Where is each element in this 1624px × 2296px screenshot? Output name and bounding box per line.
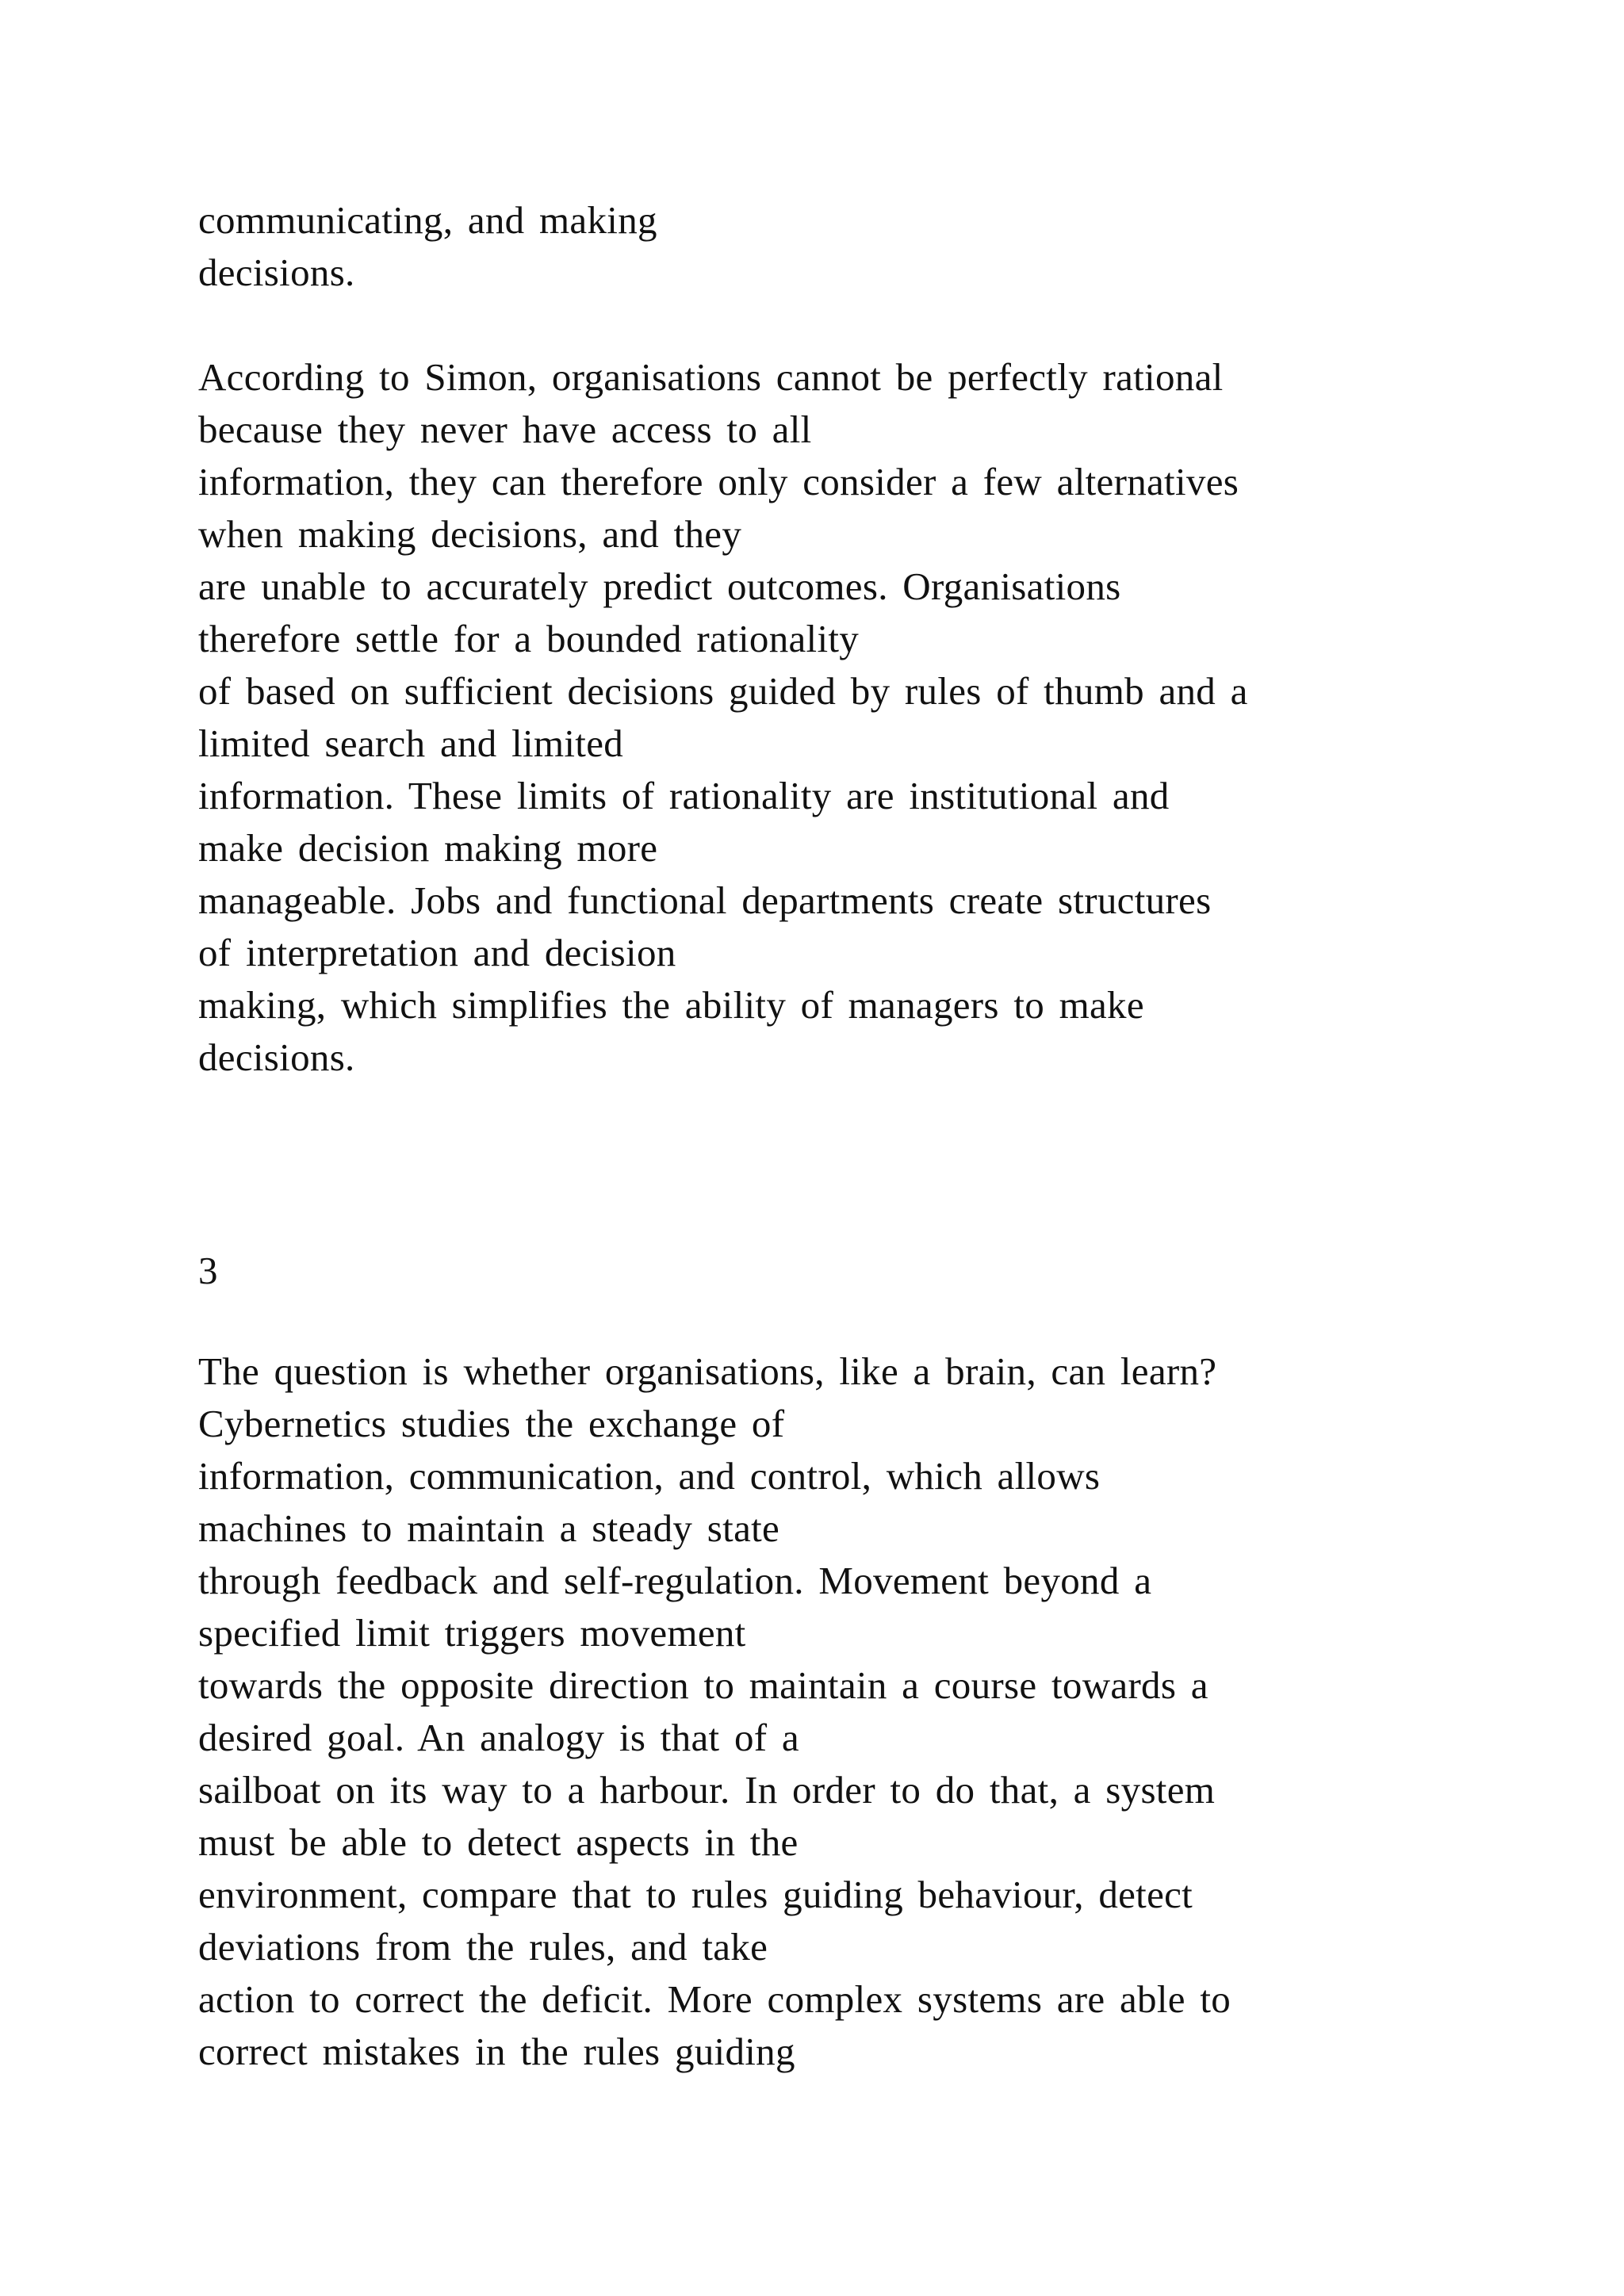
- text-line: of based on sufficient decisions guided by rules of thumb and a: [198, 669, 1248, 713]
- section-number: [198, 1245, 1546, 1297]
- text-line: are unable to accurately predict outcomes. Organisations: [198, 564, 1121, 608]
- text-line: sailboat on its way to a harbour. In order to do that, a system: [198, 1768, 1216, 1812]
- paragraph-cybernetics: [198, 1345, 1546, 2078]
- text-line: of interpretation and decision: [198, 931, 676, 974]
- section-number-label: 3: [198, 1249, 218, 1292]
- text-line: machines to maintain a steady state: [198, 1506, 780, 1550]
- text-line: limited search and limited: [198, 721, 624, 765]
- text-line: action to correct the deficit. More complex systems are able to: [198, 1977, 1231, 2021]
- text-line: environment, compare that to rules guiding behaviour, detect: [198, 1873, 1193, 1916]
- text-line: because they never have access to all: [198, 408, 812, 451]
- text-line: The question is whether organisations, like a brain, can learn?: [198, 1349, 1217, 1393]
- text-line: manageable. Jobs and functional departments create structures: [198, 878, 1212, 922]
- text-line: make decision making more: [198, 826, 658, 870]
- text-line: specified limit triggers movement: [198, 1611, 746, 1655]
- paragraph-simon: [198, 351, 1546, 1084]
- text-line: deviations from the rules, and take: [198, 1925, 768, 1969]
- text-line: must be able to detect aspects in the: [198, 1820, 799, 1864]
- text-line: information, communication, and control, which allows: [198, 1454, 1101, 1498]
- paragraph-continuation: [198, 194, 1546, 299]
- text-line: According to Simon, organisations cannot be perfectly rational: [198, 355, 1224, 399]
- text-line: correct mistakes in the rules guiding: [198, 2030, 795, 2073]
- text-line: making, which simplifies the ability of managers to make: [198, 983, 1144, 1027]
- text-line: Cybernetics studies the exchange of: [198, 1402, 785, 1445]
- text-line: therefore settle for a bounded rationality: [198, 617, 860, 660]
- text-line: decisions.: [198, 251, 355, 294]
- text-line: desired goal. An analogy is that of a: [198, 1716, 799, 1759]
- text-line: when making decisions, and they: [198, 512, 742, 556]
- text-line: towards the opposite direction to maintain a course towards a: [198, 1663, 1208, 1707]
- text-line: through feedback and self-regulation. Movement beyond a: [198, 1559, 1152, 1602]
- text-line: information, they can therefore only consider a few alternatives: [198, 460, 1239, 503]
- text-line: information. These limits of rationality are institutional and: [198, 774, 1170, 817]
- text-line: communicating, and making: [198, 198, 657, 242]
- text-line: decisions.: [198, 1035, 355, 1079]
